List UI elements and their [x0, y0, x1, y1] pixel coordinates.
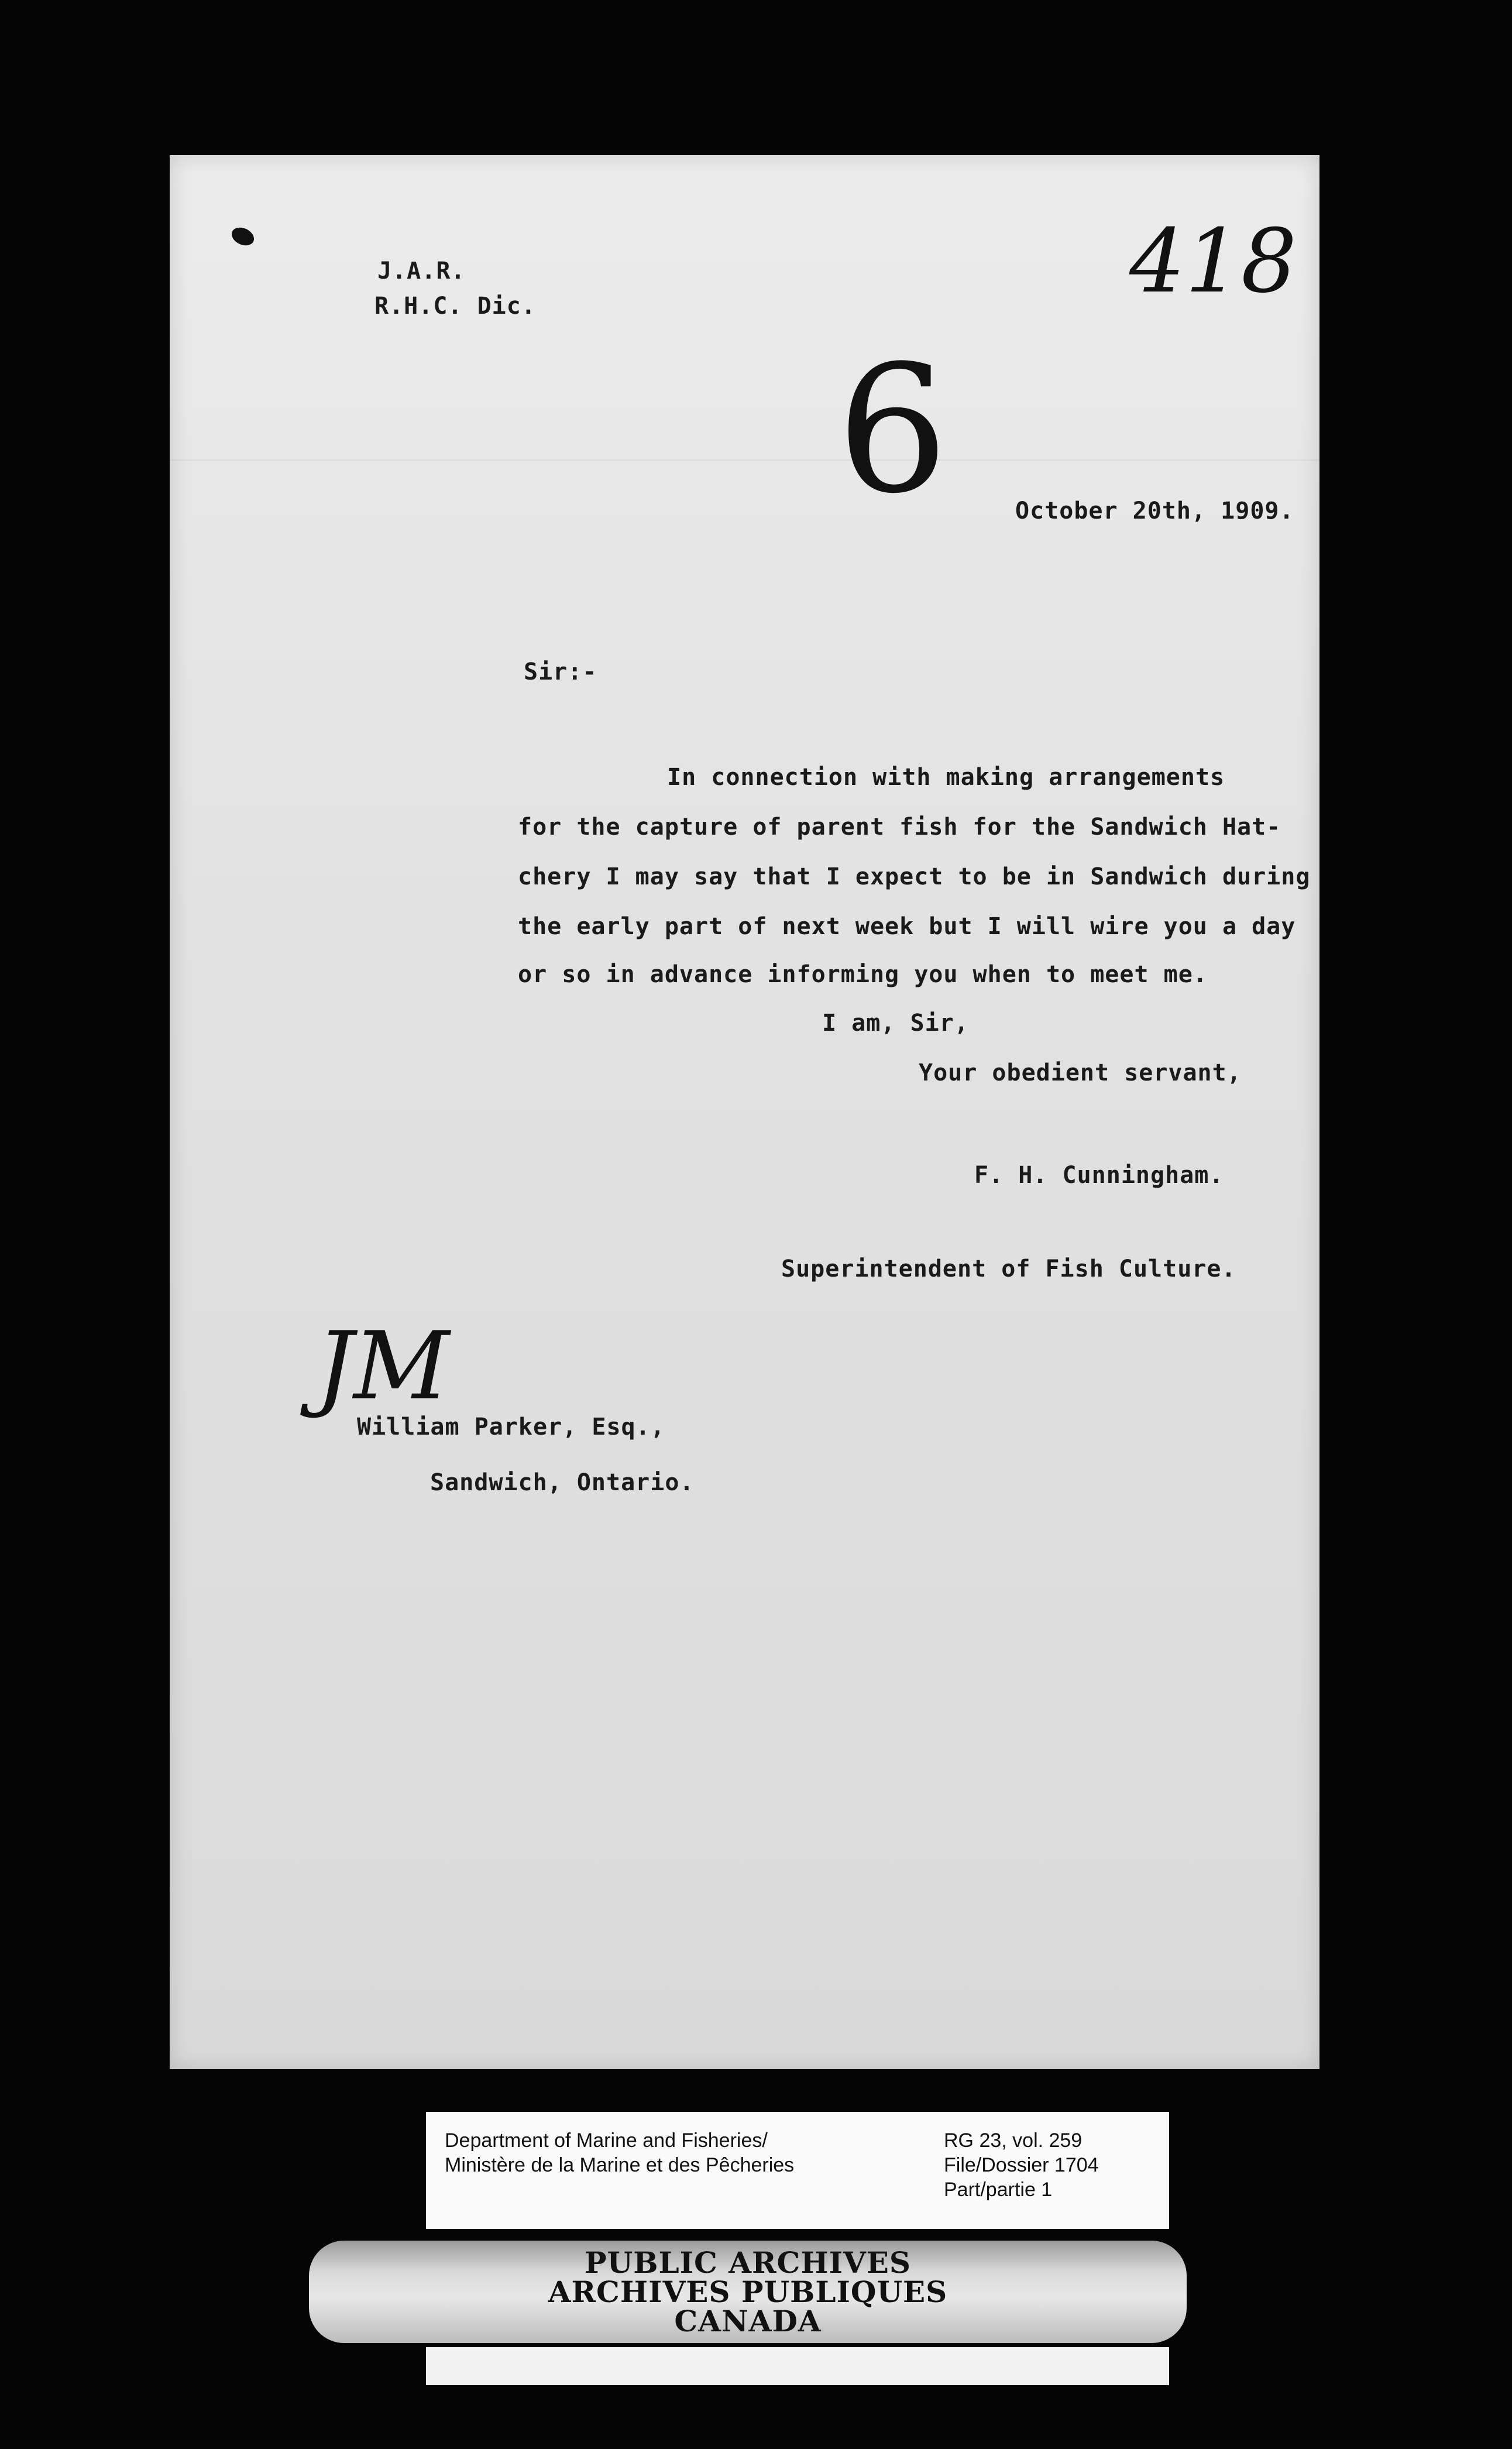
recipient-name: William Parker, Esq.,: [357, 1414, 665, 1440]
closing-line-2: Your obedient servant,: [919, 1059, 1242, 1086]
initials-line-2: R.H.C. Dic.: [374, 293, 536, 320]
closing-line-1: I am, Sir,: [822, 1010, 969, 1037]
archive-reference-label: [426, 2112, 1169, 2229]
salutation: Sir:-: [524, 658, 597, 685]
page-number-handwritten: 418: [1129, 211, 1297, 313]
body-line-2: for the capture of parent fish for the Sandwich Hat-: [518, 814, 1281, 841]
initials-signature: JM: [316, 1311, 449, 1421]
margin-handwritten-mark: 6: [837, 328, 949, 532]
body-line-5: or so in advance informing you when to meet me.: [518, 961, 1208, 988]
body-line-4: the early part of next week but I will wire you a day: [518, 913, 1296, 940]
file-number: File/Dossier 1704: [944, 2154, 1099, 2176]
label-bottom-strip: [426, 2347, 1169, 2385]
initials-line-1: J.A.R.: [377, 258, 466, 284]
body-line-3: chery I may say that I expect to be in Sandwich during: [518, 863, 1311, 890]
stamp-line-3: CANADA: [674, 2304, 822, 2338]
department-english: Department of Marine and Fisheries/: [445, 2129, 768, 2152]
letter-date: October 20th, 1909.: [1015, 498, 1294, 524]
stamp-line-2: ARCHIVES PUBLIQUES: [548, 2275, 948, 2309]
signatory-title: Superintendent of Fish Culture.: [781, 1256, 1236, 1282]
part-number: Part/partie 1: [944, 2179, 1053, 2201]
letter-sheet: [170, 155, 1319, 2069]
record-group: RG 23, vol. 259: [944, 2129, 1083, 2152]
recipient-location: Sandwich, Ontario.: [430, 1469, 695, 1496]
department-french: Ministère de la Marine et des Pêcheries: [445, 2154, 795, 2176]
stamp-line-1: PUBLIC ARCHIVES: [585, 2245, 911, 2280]
archives-stamp: [309, 2241, 1187, 2343]
signatory-name: F. H. Cunningham.: [974, 1162, 1224, 1189]
body-line-1: In connection with making arrangements: [667, 764, 1225, 791]
